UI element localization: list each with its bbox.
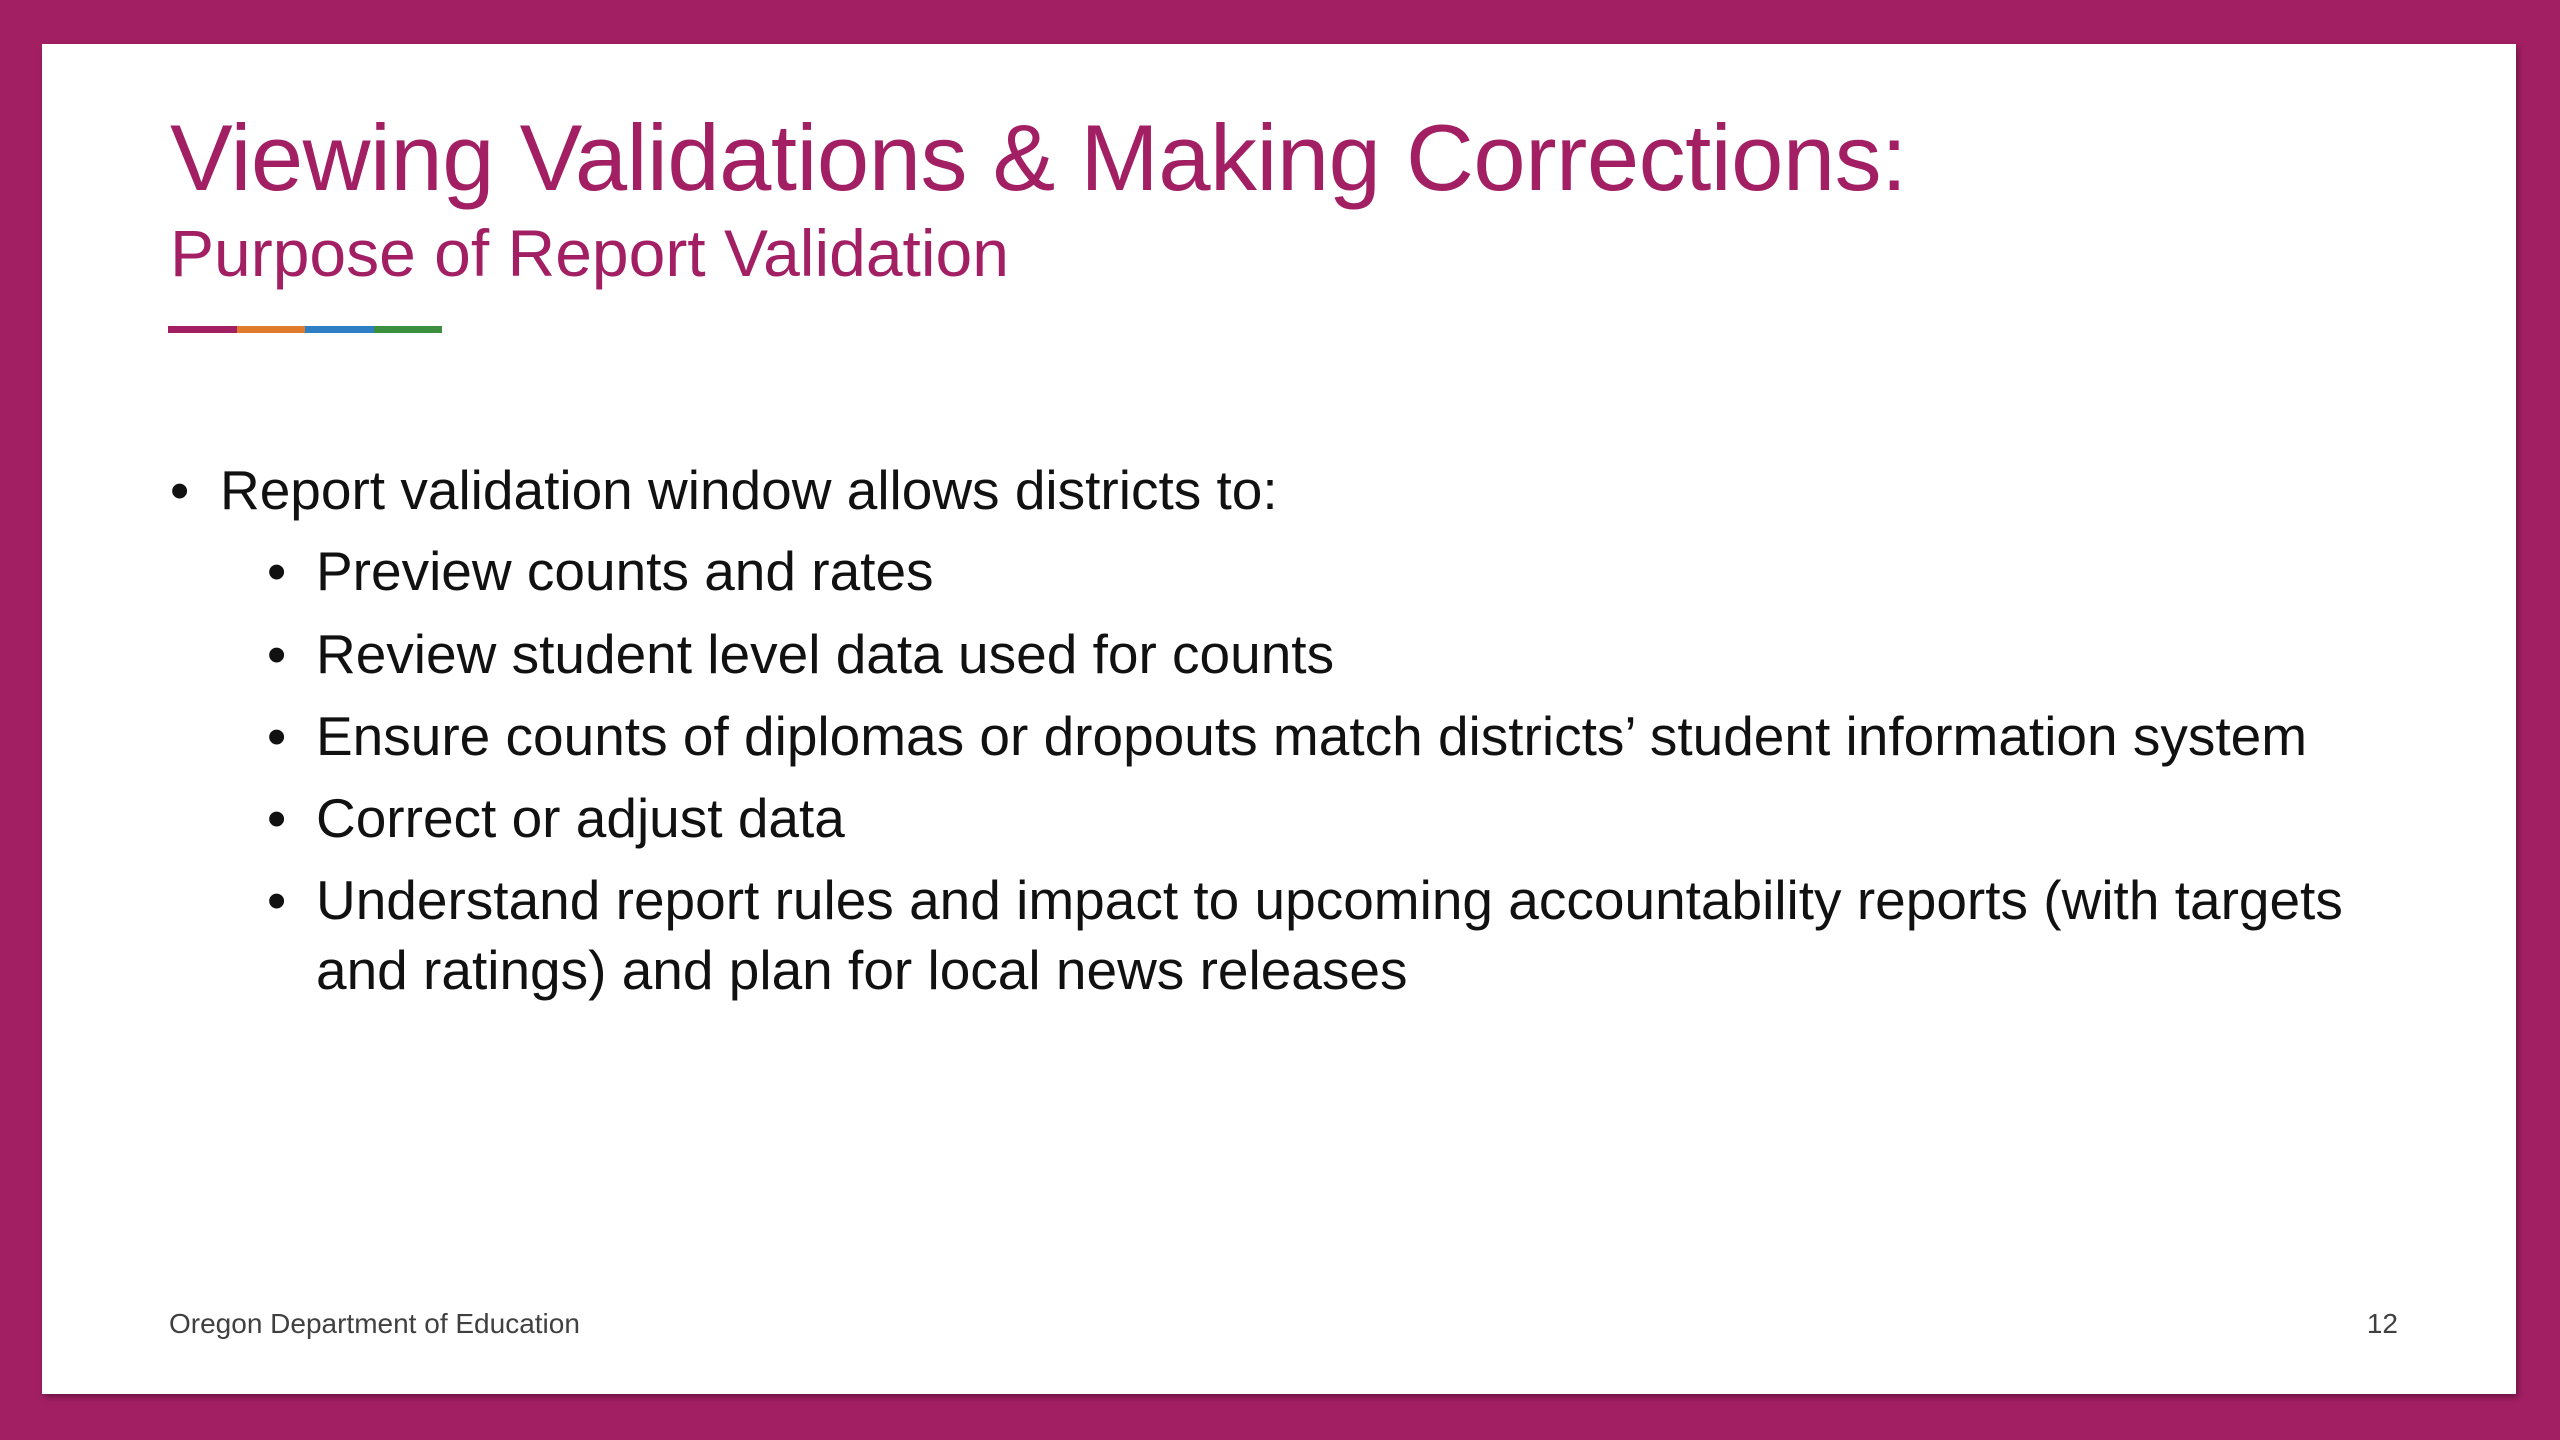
sub-bullet-item xyxy=(170,620,2410,689)
bullet-text: Ensure counts of diplomas or dropouts match districts’ student information system xyxy=(316,704,2308,767)
bullet-icon: • xyxy=(267,787,287,850)
slide xyxy=(42,44,2516,1394)
accent-segment-green xyxy=(374,326,443,333)
accent-bar xyxy=(168,326,442,333)
bullet-icon: • xyxy=(267,869,287,932)
bullet-text: Report validation window allows districts to: xyxy=(220,459,1278,521)
accent-segment-magenta xyxy=(168,326,237,333)
accent-segment-orange xyxy=(237,326,306,333)
bullet-icon: • xyxy=(267,704,287,767)
sub-bullet-item xyxy=(170,702,2410,771)
bullet-text: Correct or adjust data xyxy=(316,787,845,850)
bullet-icon: • xyxy=(170,459,190,521)
bullet-text: Review student level data used for counts xyxy=(316,622,1335,685)
bullet-text: Understand report rules and impact to upcoming accountability reports (with targets and ratings) and plan for local news releases xyxy=(316,869,2343,1001)
slide-title: Viewing Validations & Making Corrections: xyxy=(170,105,1907,210)
accent-segment-blue xyxy=(305,326,374,333)
slide-subtitle: Purpose of Report Validation xyxy=(170,216,1009,290)
slide-number: 12 xyxy=(2366,1308,2398,1339)
bullet-item xyxy=(170,456,2410,525)
bullet-icon: • xyxy=(267,540,287,603)
sub-bullet-item xyxy=(170,537,2410,606)
bullet-text: Preview counts and rates xyxy=(316,540,934,603)
sub-bullet-item xyxy=(170,784,2410,853)
bullet-icon: • xyxy=(267,622,287,685)
footer-organization: Oregon Department of Education xyxy=(169,1308,580,1339)
sub-bullet-item xyxy=(170,866,2410,1005)
bullet-list xyxy=(170,456,2410,1018)
